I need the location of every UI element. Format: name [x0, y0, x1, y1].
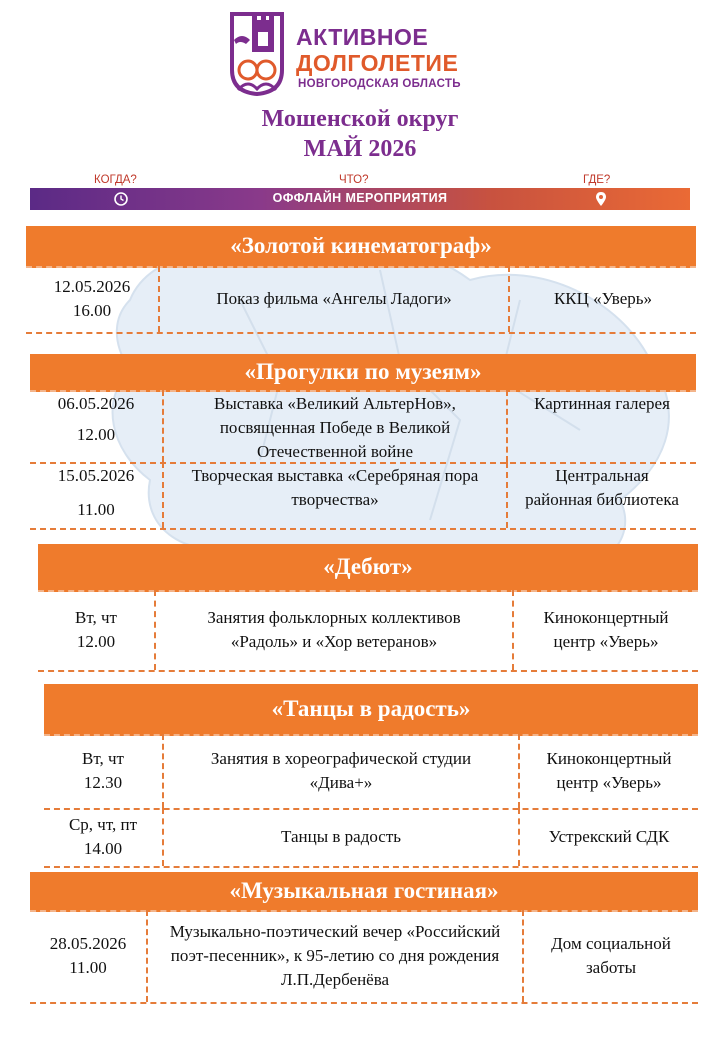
date-cell	[30, 910, 146, 1002]
place-line: Картинная галерея	[534, 394, 670, 413]
place-cell	[508, 462, 696, 528]
date-cell	[44, 808, 162, 866]
date: 06.05.2026	[57, 394, 135, 413]
place-line: ККЦ «Уверь»	[553, 289, 653, 308]
event-cell	[164, 390, 506, 462]
date-cell	[44, 734, 162, 808]
time: 12.30	[83, 773, 123, 792]
event-row	[44, 808, 698, 868]
event-cell	[160, 266, 508, 332]
event-row	[38, 590, 698, 672]
date-cell	[30, 390, 162, 462]
event-line: творчества»	[291, 490, 379, 509]
event-cell	[164, 808, 518, 866]
event-line: Танцы в радость	[281, 827, 401, 846]
banner-text: ОФФЛАЙН МЕРОПРИЯТИЯ	[272, 191, 448, 205]
place-line: Дом социальной	[551, 934, 671, 953]
place-line: Киноконцертный	[543, 608, 669, 627]
event-line: «Радоль» и «Хор ветеранов»	[230, 632, 438, 651]
event-line: посвященная Победе в Великой	[219, 418, 451, 437]
event-cell	[156, 590, 512, 670]
event-line: Творческая выставка «Серебряная пора	[191, 466, 479, 485]
month-title: МАЙ 2026	[303, 136, 417, 162]
what-label: ЧТО?	[339, 174, 369, 186]
event-line: Показ фильма «Ангелы Ладоги»	[216, 289, 452, 308]
date-cell	[38, 590, 154, 670]
event-row	[30, 462, 696, 530]
date: 15.05.2026	[57, 466, 135, 485]
time: 12.00	[76, 632, 116, 651]
event-line: Занятия в хореографической студии	[210, 749, 472, 768]
date: 28.05.2026	[49, 934, 127, 953]
logo-line-2: ДОЛГОЛЕТИЕ	[296, 50, 459, 76]
section-header-golden-cinema	[26, 226, 696, 268]
place-cell	[514, 590, 698, 670]
place-line: заботы	[585, 958, 637, 977]
location-pin-icon	[593, 191, 609, 207]
place-line: центр «Уверь»	[553, 632, 659, 651]
banner-labels	[30, 174, 690, 188]
event-line: поэт-песенник», к 95-летию со дня рождения	[170, 946, 500, 965]
event-row	[30, 390, 696, 464]
time: 14.00	[83, 839, 123, 858]
offline-events-banner	[30, 188, 690, 210]
date-cell	[26, 266, 158, 332]
time: 12.00	[76, 425, 116, 444]
place-cell	[510, 266, 696, 332]
time: 11.00	[77, 500, 115, 519]
place-cell	[508, 390, 696, 462]
time: 11.00	[69, 958, 107, 977]
event-row	[30, 910, 698, 1004]
place-line: центр «Уверь»	[556, 773, 662, 792]
date: Вт, чт	[75, 608, 117, 627]
when-label: КОГДА?	[94, 174, 137, 186]
section-title: «Дебют»	[323, 554, 413, 579]
event-cell	[164, 734, 518, 808]
section-header-music-lounge	[30, 872, 698, 912]
place-line: Устрекский СДК	[548, 827, 670, 846]
section-title: «Золотой кинематограф»	[230, 233, 492, 258]
logo	[228, 10, 498, 98]
event-cell	[148, 910, 522, 1002]
section-title: «Танцы в радость»	[271, 696, 471, 721]
section-header-debut	[38, 544, 698, 592]
where-label: ГДЕ?	[583, 174, 611, 186]
section-header-dance-joy	[44, 684, 698, 736]
event-row	[26, 266, 696, 334]
event-line: Л.П.Дербенёва	[280, 970, 390, 989]
place-cell	[524, 910, 698, 1002]
event-line: «Дива+»	[309, 773, 373, 792]
place-cell	[520, 734, 698, 808]
event-line: Выставка «Великий АльтерНов»,	[214, 394, 456, 413]
event-row	[44, 734, 698, 810]
event-cell	[164, 462, 506, 528]
place-line: Центральная	[555, 466, 649, 485]
district-title: Мошенской округ	[261, 106, 459, 132]
section-header-museum-walks	[30, 354, 696, 392]
logo-line-3: НОВГОРОДСКАЯ ОБЛАСТЬ	[298, 78, 461, 90]
date: 12.05.2026	[53, 277, 131, 296]
place-line: районная библиотека	[525, 490, 679, 509]
date-cell	[30, 462, 162, 528]
event-line: Отечественной войне	[257, 442, 413, 461]
place-cell	[520, 808, 698, 866]
event-line: Занятия фольклорных коллективов	[207, 608, 461, 627]
section-title: «Прогулки по музеям»	[244, 359, 482, 384]
event-line: Музыкально-поэтический вечер «Российский	[169, 922, 501, 941]
place-line: Киноконцертный	[546, 749, 672, 768]
date: Ср, чт, пт	[68, 815, 138, 834]
date: Вт, чт	[82, 749, 124, 768]
active-longevity-emblem-icon	[228, 10, 286, 96]
logo-line-1: АКТИВНОЕ	[296, 24, 429, 50]
section-title: «Музыкальная гостиная»	[229, 878, 499, 903]
time: 16.00	[72, 301, 112, 320]
